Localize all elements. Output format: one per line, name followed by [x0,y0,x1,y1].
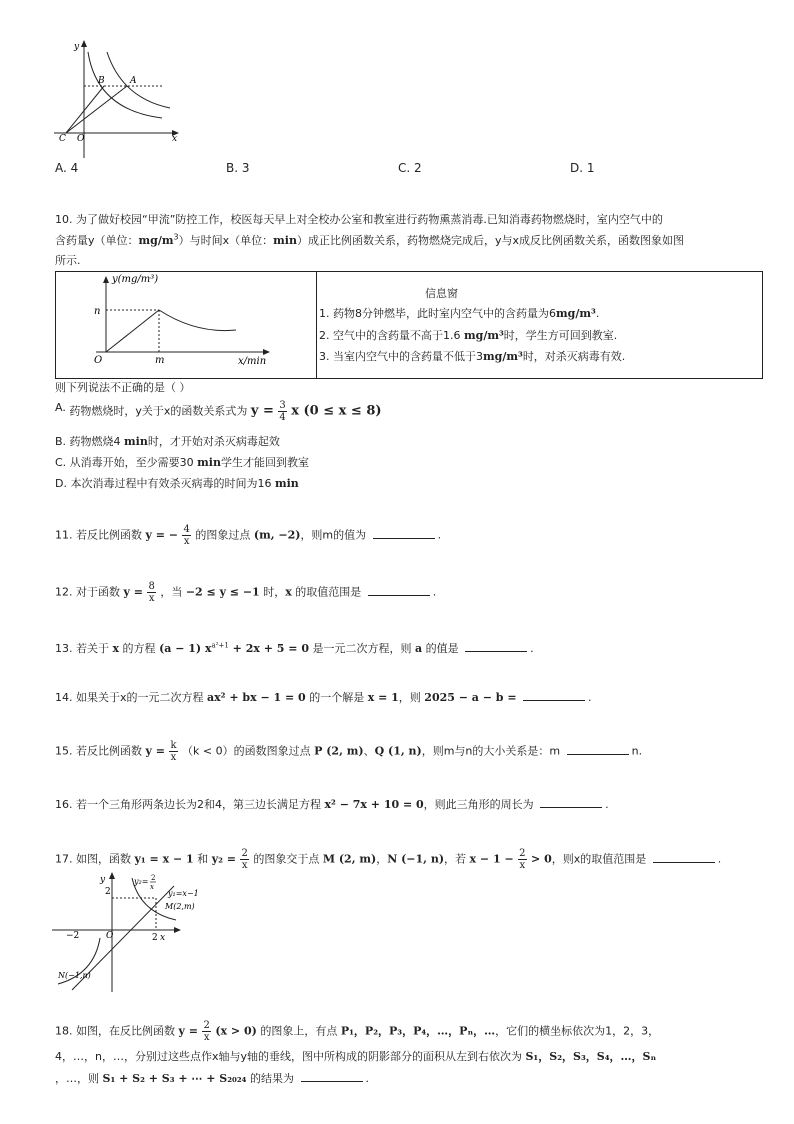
q15: 15. 若反比例函数 y = $\frac{k}{x}$ （k < 0）的函数图象过点 P (2, m)、Q (1, n)，则m与n的大小关系是：m n. [55,740,643,763]
q10-info-title: 信息窗 [425,287,458,300]
q9-curve2 [107,52,170,108]
q12-answer-blank[interactable] [368,585,430,596]
q10-line1: 10. 为了做好校园“甲流”防控工作，校医每天早上对全校办公室和教室进行药物熏蒸消毒.已知消毒药物燃烧时，室内空气中的 [55,213,663,226]
q10-graph-n: n [94,306,101,317]
q10-graph [56,272,316,374]
q10-graph-xlabel: x/min [238,356,267,367]
q9-option-a: A. 4 [55,161,79,175]
q9-option-c: C. 2 [398,161,422,175]
q17-graph [52,872,199,994]
q10-info-2: 2. 空气中的含药量不高于1.6 mg/m³时，学生方可回到教室. [319,329,618,342]
q13-answer-blank[interactable] [465,641,527,652]
q18-answer-blank[interactable] [301,1071,363,1082]
q16: 16. 若一个三角形两条边长为2和4，第三边长满足方程 x² − 7x + 10 = 0，则此三角形的周长为 . [55,798,609,811]
q10-info-table [55,271,763,379]
q9-line-cb [66,86,104,133]
q10-graph-m: m [155,355,165,366]
q9-point-b: B [98,76,105,86]
svg-text:x: x [150,883,154,891]
svg-text:x: x [160,933,166,943]
svg-text:2: 2 [105,887,111,897]
q10-line3: 所示. [55,254,81,267]
q17: 17. 如图，函数 y₁ = x − 1 和 y₂ = $\frac{2}{x}$ 的图象交于点 M (2, m)，N (−1, n)，若 x − 1 − $\frac{2}{x}$ > 0，则x的取值范围是 . [55,848,722,871]
q9-line-ca [66,86,127,133]
q14-answer-blank[interactable] [523,690,585,701]
q10-option-b: B. 药物燃烧4 min时，才开始对杀灭病毒起效 [55,435,280,448]
q13: 13. 若关于 x 的方程 (a − 1) $x^{a^2+1} + 2x + 5 = 0$ 是一元二次方程，则 a 的值是 . [55,641,534,655]
svg-text:M(2,m): M(2,m) [165,902,195,911]
q11-answer-blank[interactable] [373,528,435,539]
q10-graph-cell [56,272,317,379]
q10-graph-ylabel: y(mg/m³) [112,274,159,285]
svg-text:y: y [100,875,106,885]
q10-option-d: D. 本次消毒过程中有效杀灭病毒的时间为16 min [55,477,299,490]
svg-text:y₂=: y₂= [134,877,149,886]
q9-x-label: x [172,134,178,144]
q9-point-a: A [130,76,137,86]
q16-answer-blank[interactable] [540,797,602,808]
q9-option-d: D. 1 [570,161,595,175]
svg-text:2: 2 [151,874,156,882]
q9-y-label: y [74,42,80,52]
q9-point-c: C [59,134,66,144]
q10-prompt: 则下列说法不正确的是（ ） [55,381,191,394]
svg-text:−2: −2 [66,931,80,941]
q18-line2: 4，…，n，…，分别过这些点作x轴与y轴的垂线，图中所构成的阴影部分的面积从左到右依次为 S₁，S₂，S₃，S₄，…，Sₙ [55,1050,657,1063]
q18-line1: 18. 如图，在反比例函数 y = $\frac{2}{x}$ (x > 0) 的图象上，有点 P₁，P₂，P₃，P₄，…，Pₙ，…，它们的横坐标依次为1，2，3， [55,1020,660,1043]
q9-option-b: B. 3 [226,161,250,175]
q10-info-3: 3. 当室内空气中的含药量不低于3mg/m³时，对杀灭病毒有效. [319,350,626,363]
q10-option-a: A. 药物燃烧时，y关于x的函数关系式为 y = $\frac{3}{4}$ x (0 ≤ x ≤ 8) [55,400,382,423]
q18-line3: ，…，则 S₁ + S₂ + S₃ + ⋯ + S₂₀₂₄ 的结果为 . [55,1072,370,1085]
q17-answer-blank[interactable] [653,852,715,863]
svg-text:O: O [106,931,114,941]
q10-info-1: 1. 药物8分钟燃毕，此时室内空气中的含药量为6mg/m³. [319,307,600,320]
q9-graph [52,40,182,162]
q10-line2: 含药量y（单位：$mg/m^3$）与时间x（单位：min）成正比例函数关系，药物燃烧完成后，y与x成反比例函数关系，函数图象如图 [55,232,684,247]
q10-info-cell [317,272,763,379]
q9-origin: O [77,134,85,144]
q10-option-c: C. 从消毒开始，至少需要30 min学生才能回到教室 [55,456,309,469]
svg-text:N(−1,n): N(−1,n) [58,971,91,980]
q15-answer-blank[interactable] [567,744,629,755]
svg-text:2: 2 [152,933,158,943]
svg-text:y₁=x−1: y₁=x−1 [168,889,199,898]
q10-graph-origin: O [94,355,103,366]
q12: 12. 对于函数 y = $\frac{8}{x}$ ，当 −2 ≤ y ≤ −1 时，x 的取值范围是 . [55,581,437,604]
q14: 14. 如果关于x的一元二次方程 ax² + bx − 1 = 0 的一个解是 x = 1，则 2025 − a − b = . [55,691,592,704]
q11: 11. 若反比例函数 y = − $\frac{4}{x}$ 的图象过点 (m, −2)，则m的值为 . [55,524,442,547]
